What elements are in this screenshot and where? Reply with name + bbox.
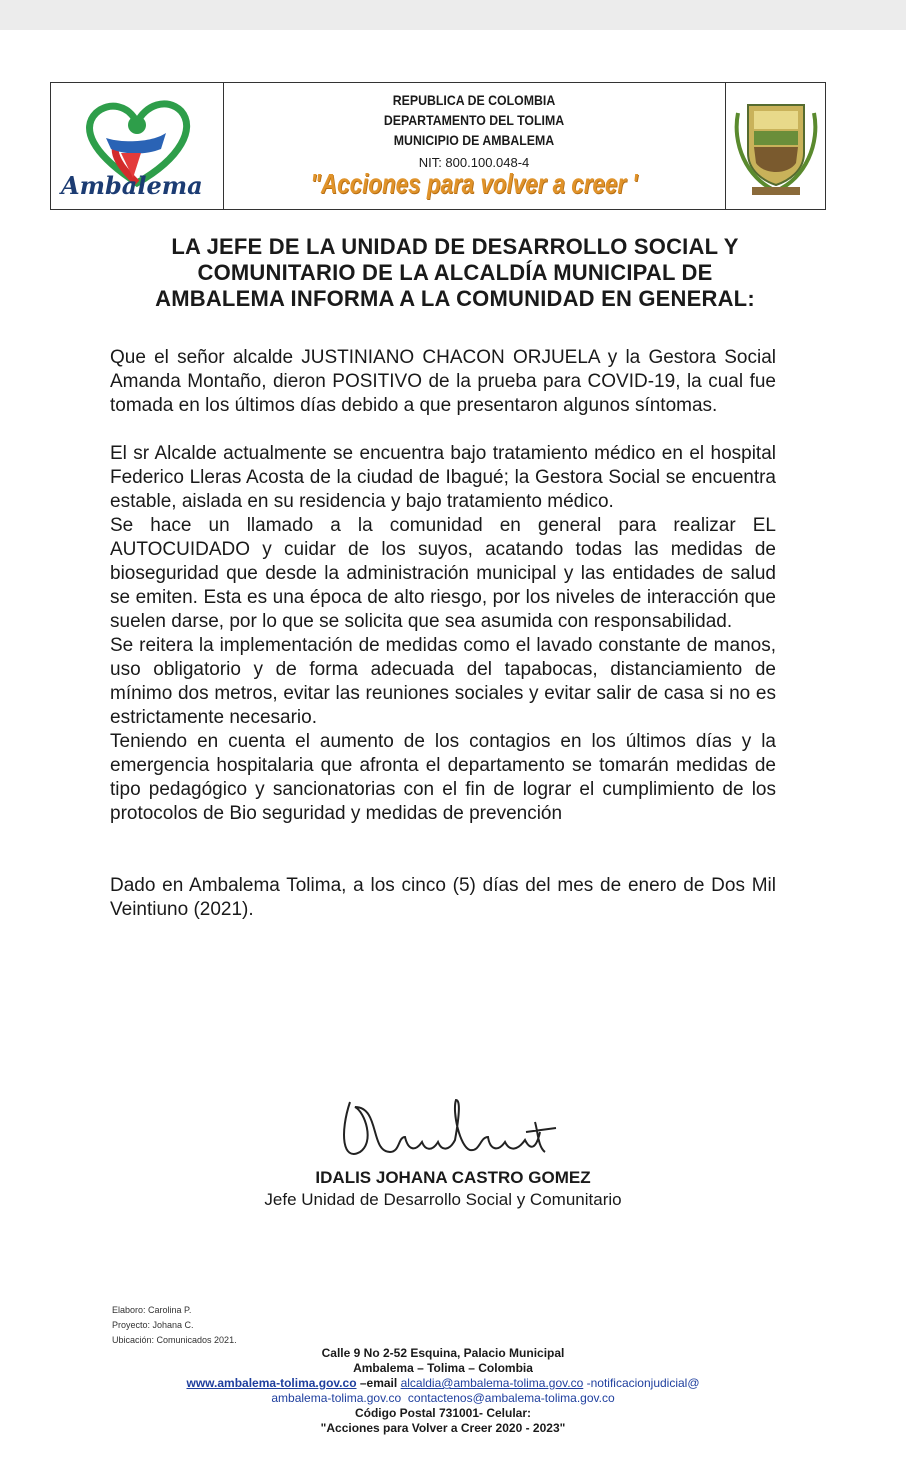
credit-elaboro: Elaboro: Carolina P. [112, 1305, 192, 1315]
footer-address: Calle 9 No 2-52 Esquina, Palacio Municipal [321, 1346, 565, 1360]
coat-of-arms [725, 83, 826, 209]
top-bar [0, 0, 906, 30]
paragraph-self-care: Se hace un llamado a la comunidad en general para realizar EL AUTOCUIDADO y cuidar de los suyos, acatando todas las medidas de bioseguridad que desde la administración municipal y las entidades de salud se emiten. Esta es una época de alto riesgo, por los niveles de interacción que suelen darse, por lo que se solicita que sea asumida con responsabilidad. [110, 515, 776, 632]
logo-wordmark: Ambalema [61, 171, 203, 200]
municipality-line: MUNICIPIO DE AMBALEMA [393, 132, 555, 148]
nit-number: NIT: 800.100.048-4 [418, 155, 530, 170]
footer-slogan: "Acciones para Volver a Creer 2020 - 2023" [320, 1421, 566, 1435]
credit-proyecto: Proyecto: Johana C. [112, 1320, 194, 1330]
footer-website-link[interactable]: www.ambalema-tolima.gov.co [186, 1376, 357, 1390]
paragraph-date: Dado en Ambalema Tolima, a los cinco (5) días del mes de enero de Dos Mil Veintiuno (2021). [110, 875, 776, 920]
paragraph-sanctions: Teniendo en cuenta el aumento de los contagios en los últimos días y la emergencia hospitalaria que afronta el departamento se tomarán medidas de tipo pedagógico y sancionatorias con el fin de lograr el cumplimiento de los protocolos de Bio seguridad y medidas de prevención [110, 731, 776, 824]
letterhead [50, 82, 826, 210]
footer [0, 1346, 886, 1436]
footer-email-contact: contactenos@ambalema-tolima.gov.co [407, 1391, 615, 1405]
letterhead-text [223, 83, 725, 209]
title-line-2: COMUNITARIO DE LA ALCALDÍA MUNICIPAL DE [197, 260, 713, 285]
municipal-logo [51, 83, 224, 209]
department-line: DEPARTAMENTO DEL TOLIMA [383, 112, 565, 128]
country-line: REPUBLICA DE COLOMBIA [392, 92, 556, 108]
signer-name: IDALIS JOHANA CASTRO GOMEZ [315, 1168, 591, 1187]
document-credits [112, 1303, 237, 1348]
paragraph-positive-result: Que el señor alcalde JUSTINIANO CHACON ORJUELA y la Gestora Social Amanda Montaño, dieron POSITIVO de la prueba para COVID-19, la cual fue tomada en los últimos días debido a que presentaron algunos síntomas. [110, 347, 776, 416]
header-slogan: "Acciones para volver a creer ' [310, 168, 638, 199]
paragraph-treatment: El sr Alcalde actualmente se encuentra bajo tratamiento médico en el hospital Federico Lleras Acosta de la ciudad de Ibagué; la Gestora Social se encuentra estable, aislada en su residencia y bajo tratamiento médico. [110, 443, 776, 512]
footer-contact-line-2 [0, 1391, 886, 1406]
title-line-3: AMBALEMA INFORMA A LA COMUNIDAD EN GENERAL: [155, 286, 755, 311]
footer-email-alcaldia[interactable]: alcaldia@ambalema-tolima.gov.co [400, 1376, 584, 1390]
credit-ubicacion: Ubicación: Comunicados 2021. [112, 1335, 237, 1345]
announcement-body [110, 346, 776, 922]
coat-of-arms-icon [726, 83, 826, 209]
handwritten-signature [330, 1092, 570, 1172]
title-line-1: LA JEFE DE LA UNIDAD DE DESARROLLO SOCIAL Y [171, 234, 739, 259]
footer-postal: Código Postal 731001- Celular: [354, 1406, 532, 1420]
footer-notif-domain: ambalema-tolima.gov.co [271, 1391, 402, 1405]
footer-contact-line [0, 1376, 886, 1391]
paragraph-measures: Se reitera la implementación de medidas como el lavado constante de manos, uso obligatorio y de forma adecuada del tapabocas, distanciamiento de mínimo dos metros, evitar las reuniones sociales y evitar salir de casa si no es estrictamente necesario. [110, 635, 776, 728]
signer-role: Jefe Unidad de Desarrollo Social y Comunitario [264, 1190, 622, 1209]
announcement-title [110, 234, 800, 312]
footer-email-label: –email [356, 1376, 401, 1390]
footer-city: Ambalema – Tolima – Colombia [353, 1361, 533, 1375]
footer-notif-label: -notificacionjudicial@ [583, 1376, 700, 1390]
